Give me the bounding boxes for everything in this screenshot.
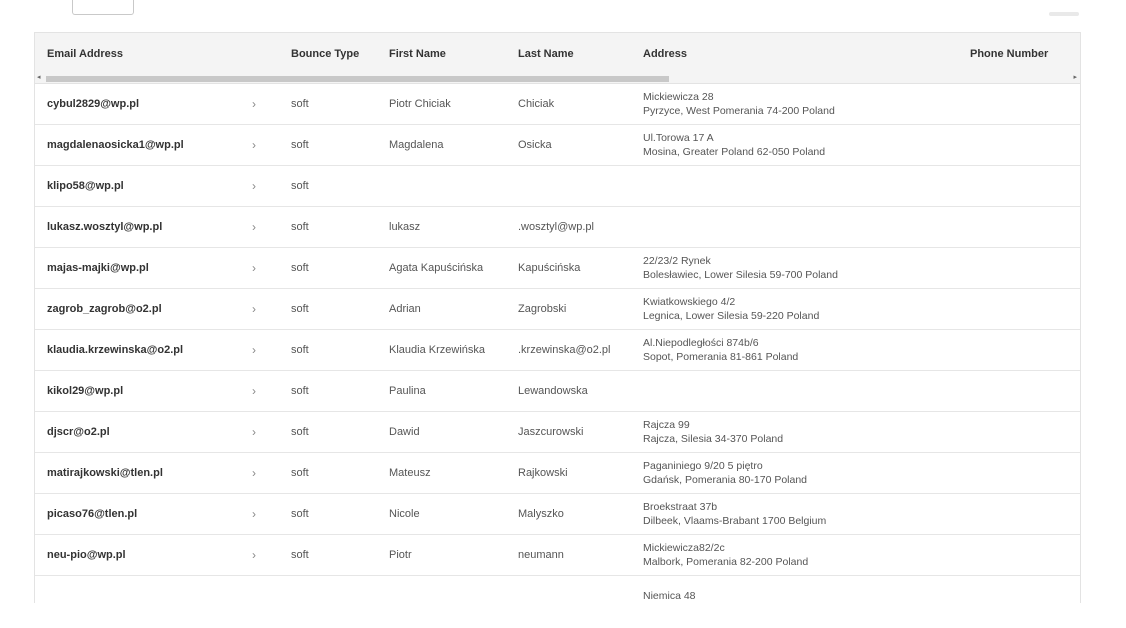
contacts-grid — [34, 32, 1081, 603]
address-line-2: Rajcza, Silesia 34-370 Poland — [643, 433, 784, 445]
chevron-right-icon[interactable]: › — [252, 548, 256, 562]
row-email[interactable]: djscr@o2.pl — [47, 426, 110, 438]
row-email[interactable]: matirajkowski@tlen.pl — [47, 467, 163, 479]
chevron-right-icon[interactable]: › — [252, 138, 256, 152]
row-last-name: Lewandowska — [518, 385, 588, 397]
row-email[interactable]: kikol29@wp.pl — [47, 385, 124, 397]
address-line-2: Malbork, Pomerania 82-200 Poland — [643, 556, 809, 568]
row-first-name: Piotr Chiciak — [389, 98, 451, 110]
row-last-name: Osicka — [518, 139, 552, 151]
row-bounce-type: soft — [291, 303, 309, 315]
table-row[interactable] — [35, 84, 1080, 125]
chevron-right-icon[interactable]: › — [252, 302, 256, 316]
column-header-phone-number[interactable]: Phone Number — [970, 48, 1049, 60]
address-line-1: Kwiatkowskiego 4/2 — [643, 296, 736, 308]
table-row[interactable] — [35, 330, 1080, 371]
row-address — [643, 412, 783, 452]
row-email[interactable]: picaso76@tlen.pl — [47, 508, 138, 520]
address-line-2: Sopot, Pomerania 81-861 Poland — [643, 351, 799, 363]
chevron-right-icon[interactable]: › — [252, 97, 256, 111]
column-header-email[interactable]: Email Address — [47, 48, 124, 60]
table-row[interactable] — [35, 248, 1080, 289]
row-last-name: Malyszko — [518, 508, 564, 520]
top-right-control[interactable] — [1049, 12, 1079, 16]
row-address — [643, 330, 798, 370]
row-bounce-type: soft — [291, 262, 309, 274]
scroll-right-arrow-icon[interactable]: ▸ — [1073, 74, 1077, 81]
column-header-last-name[interactable]: Last Name — [518, 48, 574, 60]
row-bounce-type: soft — [291, 344, 309, 356]
address-line-2: Mosina, Greater Poland 62-050 Poland — [643, 146, 826, 158]
row-bounce-type: soft — [291, 508, 309, 520]
address-line-1: Ul.Torowa 17 A — [643, 132, 714, 144]
row-email[interactable]: klaudia.krzewinska@o2.pl — [47, 344, 184, 356]
chevron-right-icon[interactable]: › — [252, 343, 256, 357]
table-row[interactable] — [35, 125, 1080, 166]
row-last-name: .krzewinska@o2.pl — [518, 344, 611, 356]
chevron-right-icon[interactable]: › — [252, 384, 256, 398]
column-header-address[interactable]: Address — [643, 48, 688, 60]
table-row[interactable] — [35, 166, 1080, 207]
filter-input[interactable] — [72, 0, 134, 15]
row-bounce-type: soft — [291, 139, 309, 151]
row-first-name: lukasz — [389, 221, 421, 233]
address-line-1: Rajcza 99 — [643, 419, 690, 431]
row-last-name: Rajkowski — [518, 467, 568, 479]
row-bounce-type: soft — [291, 467, 309, 479]
address-line-1: Paganiniego 9/20 5 piętro — [643, 460, 763, 472]
row-bounce-type: soft — [291, 180, 309, 192]
row-first-name: Nicole — [389, 508, 420, 520]
scroll-left-arrow-icon[interactable]: ◂ — [37, 74, 41, 81]
chevron-right-icon[interactable]: › — [252, 425, 256, 439]
row-last-name: Jaszcurowski — [518, 426, 584, 438]
table-row[interactable] — [35, 371, 1080, 412]
row-bounce-type: soft — [291, 426, 309, 438]
table-row[interactable] — [35, 576, 1080, 603]
table-row[interactable] — [35, 453, 1080, 494]
row-address — [643, 453, 807, 493]
table-row[interactable] — [35, 535, 1080, 576]
horizontal-scrollbar[interactable] — [35, 75, 1080, 84]
row-first-name: Agata Kapuścińska — [389, 262, 484, 274]
scrollbar-thumb[interactable] — [46, 76, 669, 82]
row-email[interactable]: zagrob_zagrob@o2.pl — [47, 303, 162, 315]
address-line-2: Bolesławiec, Lower Silesia 59-700 Poland — [643, 269, 838, 281]
table-row[interactable] — [35, 207, 1080, 248]
chevron-right-icon[interactable]: › — [252, 466, 256, 480]
column-header-bounce-type[interactable]: Bounce Type — [291, 48, 360, 60]
address-line-2: Dilbeek, Vlaams-Brabant 1700 Belgium — [643, 515, 827, 527]
row-bounce-type: soft — [291, 549, 309, 561]
address-line-1: Mickiewicza 28 — [643, 91, 714, 103]
table-row[interactable] — [35, 494, 1080, 535]
row-last-name: Zagrobski — [518, 303, 567, 315]
row-bounce-type: soft — [291, 221, 309, 233]
row-first-name: Klaudia Krzewińska — [389, 344, 485, 356]
row-address — [643, 576, 696, 603]
address-line-1: Al.Niepodległości 874b/6 — [643, 337, 759, 349]
row-bounce-type: soft — [291, 98, 309, 110]
address-line-1: Mickiewicza82/2c — [643, 542, 725, 554]
row-address — [643, 289, 819, 329]
row-email[interactable]: lukasz.wosztyl@wp.pl — [47, 221, 163, 233]
address-line-1: Niemica 48 — [643, 590, 696, 602]
row-email[interactable]: klipo58@wp.pl — [47, 180, 124, 192]
row-address — [643, 248, 838, 288]
row-last-name: Kapuścińska — [518, 262, 581, 274]
chevron-right-icon[interactable]: › — [252, 179, 256, 193]
row-last-name: neumann — [518, 549, 564, 561]
row-address — [643, 84, 835, 124]
row-address — [643, 494, 826, 534]
row-email[interactable]: cybul2829@wp.pl — [47, 98, 140, 110]
chevron-right-icon[interactable]: › — [252, 220, 256, 234]
row-first-name: Magdalena — [389, 139, 444, 151]
row-address — [643, 125, 825, 165]
row-email[interactable]: neu-pio@wp.pl — [47, 549, 126, 561]
row-email[interactable]: majas-majki@wp.pl — [47, 262, 149, 274]
column-header-first-name[interactable]: First Name — [389, 48, 446, 60]
row-last-name: .wosztyl@wp.pl — [518, 221, 594, 233]
address-line-1: 22/23/2 Rynek — [643, 255, 711, 267]
table-row[interactable] — [35, 412, 1080, 453]
row-first-name: Mateusz — [389, 467, 431, 479]
row-email[interactable]: magdalenaosicka1@wp.pl — [47, 139, 184, 151]
row-address — [643, 535, 808, 575]
address-line-2: Legnica, Lower Silesia 59-220 Poland — [643, 310, 820, 322]
address-line-1: Broekstraat 37b — [643, 501, 718, 513]
table-row[interactable] — [35, 289, 1080, 330]
chevron-right-icon[interactable]: › — [252, 507, 256, 521]
address-line-2: Pyrzyce, West Pomerania 74-200 Poland — [643, 105, 835, 117]
grid-header — [35, 33, 1080, 75]
row-first-name: Piotr — [389, 549, 412, 561]
row-first-name: Paulina — [389, 385, 426, 397]
row-first-name: Adrian — [389, 303, 421, 315]
row-bounce-type: soft — [291, 385, 309, 397]
row-last-name: Chiciak — [518, 98, 555, 110]
grid-body — [35, 84, 1080, 603]
row-first-name: Dawid — [389, 426, 420, 438]
address-line-2: Gdańsk, Pomerania 80-170 Poland — [643, 474, 808, 486]
chevron-right-icon[interactable]: › — [252, 261, 256, 275]
